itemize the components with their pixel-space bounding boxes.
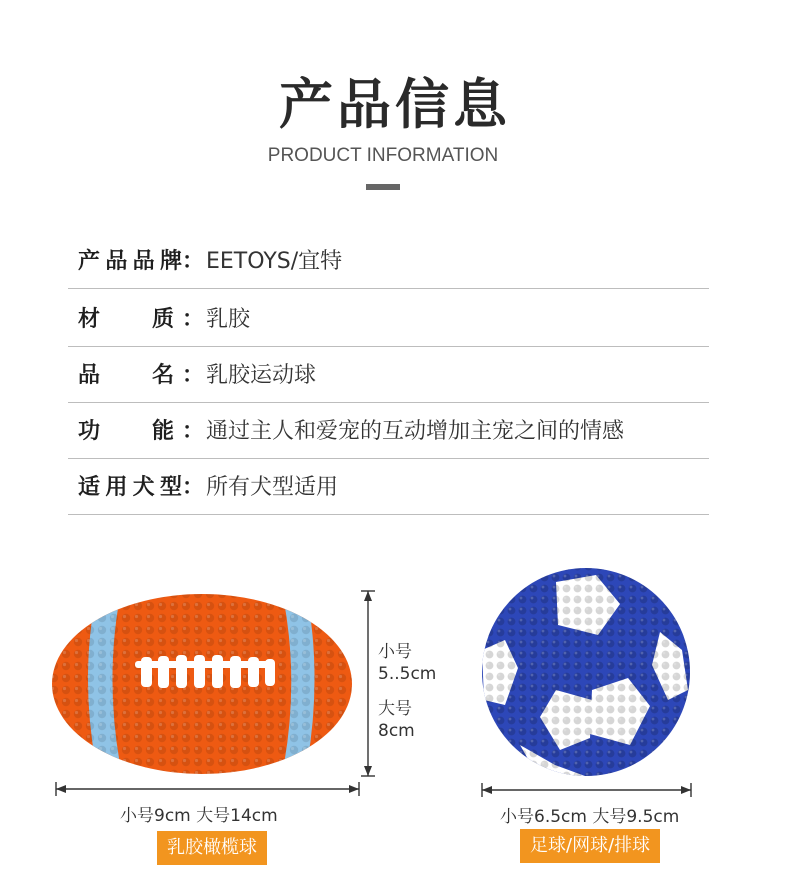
label-colon: ： <box>181 249 204 274</box>
football-width-label: 小号9cm 大号14cm <box>120 806 278 826</box>
info-value-material: 乳胶 <box>206 307 251 332</box>
info-value-name: 乳胶运动球 <box>206 363 317 388</box>
football-height-dimension <box>361 591 375 776</box>
soccer-width-dimension <box>482 783 691 797</box>
football-height-large-label: 大号 <box>378 699 412 719</box>
info-value-brand: EETOYS/宜特 <box>206 249 343 274</box>
label-char: 材 <box>78 307 101 332</box>
label-colon: ： <box>181 363 204 388</box>
label-char: 品 <box>132 249 155 274</box>
label-char: 牌 <box>159 249 182 274</box>
football-tag: 乳胶橄榄球 <box>157 831 267 865</box>
label-char: 功 <box>78 419 101 444</box>
football-width-dimension <box>56 782 359 796</box>
label-colon: ： <box>181 419 204 444</box>
label-char: 产 <box>78 249 101 274</box>
soccer-ball <box>470 560 710 790</box>
page-subtitle: PRODUCT INFORMATION <box>267 145 499 166</box>
soccer-tag: 足球/网球/排球 <box>520 829 660 863</box>
football-ball <box>40 580 370 790</box>
label-char: 质 <box>151 307 174 332</box>
label-char: 品 <box>105 249 128 274</box>
football-height-small-value: 5..5cm <box>378 664 437 684</box>
label-char: 适 <box>78 475 101 500</box>
label-char: 名 <box>151 363 174 388</box>
info-value-function: 通过主人和爱宠的互动增加主宠之间的情感 <box>206 419 625 444</box>
soccer-width-label: 小号6.5cm 大号9.5cm <box>500 807 680 827</box>
page-title: 产品信息 <box>279 73 511 136</box>
football-height-large-value: 8cm <box>378 721 415 741</box>
label-char: 犬 <box>132 475 155 500</box>
label-colon: ： <box>181 307 204 332</box>
label-char: 用 <box>105 475 128 500</box>
label-char: 品 <box>78 363 101 388</box>
info-value-breed: 所有犬型适用 <box>206 475 339 500</box>
label-char: 能 <box>151 419 174 444</box>
label-char: 型 <box>159 475 182 500</box>
football-height-small-label: 小号 <box>378 642 412 662</box>
label-colon: ： <box>181 475 204 500</box>
